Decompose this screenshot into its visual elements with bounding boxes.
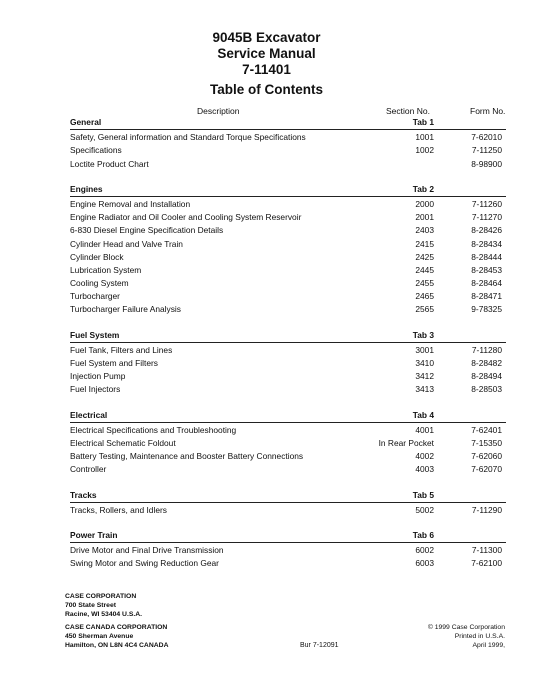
section-header <box>70 329 506 343</box>
toc-section <box>70 183 506 317</box>
row-form-number: 8-28444 <box>471 251 502 262</box>
row-description: Engine Removal and Installation <box>70 198 191 209</box>
row-form-number: 7-11300 <box>471 545 502 556</box>
toc-row <box>70 450 506 463</box>
row-section-number: 4001 <box>415 424 434 435</box>
row-section-number: 2000 <box>415 198 434 209</box>
row-description: Fuel Tank, Filters and Lines <box>70 344 173 355</box>
table-of-contents <box>70 116 506 582</box>
row-description: 6-830 Diesel Engine Specification Details <box>70 225 224 236</box>
section-header <box>70 183 506 197</box>
row-section-number: 6002 <box>415 545 434 556</box>
row-form-number: 7-11290 <box>471 504 502 515</box>
section-name: Electrical <box>70 409 108 420</box>
row-section-number: 2425 <box>415 251 434 262</box>
row-description: Swing Motor and Swing Reduction Gear <box>70 558 219 569</box>
toc-row <box>70 144 506 157</box>
row-form-number: 7-62070 <box>471 464 502 475</box>
copyright-block <box>400 623 505 650</box>
printed-in: Printed in U.S.A. <box>454 633 505 640</box>
row-description: Fuel Injectors <box>70 384 121 395</box>
row-section-number: 2415 <box>415 238 434 249</box>
row-description: Controller <box>70 464 107 475</box>
toc-row <box>70 211 506 224</box>
toc-row <box>70 251 506 264</box>
toc-row <box>70 544 506 557</box>
section-name: General <box>70 117 102 127</box>
row-form-number: 7-62060 <box>471 451 502 462</box>
section-tab: Tab 6 <box>412 529 434 540</box>
row-form-number: 7-62010 <box>471 132 502 143</box>
row-form-number: 8-28494 <box>471 371 502 382</box>
row-form-number: 8-28464 <box>471 278 502 289</box>
row-section-number: 3413 <box>415 384 434 395</box>
row-form-number: 8-28482 <box>471 358 502 368</box>
section-name: Power Train <box>70 529 118 540</box>
row-form-number: 7-62401 <box>471 424 502 435</box>
column-header-section: Section No. <box>386 106 430 116</box>
toc-row <box>70 463 506 476</box>
row-description: Safety, General information and Standard Torque Specifications <box>70 132 306 143</box>
row-description: Tracks, Rollers, and Idlers <box>70 504 167 515</box>
row-form-number: 8-28453 <box>471 264 502 275</box>
section-name: Fuel System <box>70 329 120 340</box>
row-form-number: 8-28471 <box>471 291 502 302</box>
row-form-number: 8-28503 <box>471 384 502 395</box>
row-section-number: 2565 <box>415 304 434 315</box>
row-section-number: 1002 <box>415 145 434 156</box>
row-form-number: 7-11280 <box>471 344 502 355</box>
toc-row <box>70 504 506 517</box>
row-section-number: 5002 <box>415 504 434 515</box>
case-corporation-address <box>65 592 142 619</box>
row-section-number: 4002 <box>415 451 434 462</box>
section-tab: Tab 3 <box>412 329 434 340</box>
row-form-number: 7-11250 <box>471 145 502 156</box>
section-name: Tracks <box>70 489 97 500</box>
toc-row <box>70 264 506 277</box>
toc-row <box>70 370 506 383</box>
toc-row <box>70 437 506 450</box>
toc-row <box>70 303 506 316</box>
corp-name: CASE CANADA CORPORATION <box>65 624 168 631</box>
row-form-number: 7-62100 <box>471 558 502 569</box>
toc-section <box>70 489 506 517</box>
manual-subtitle: Service Manual <box>217 46 316 61</box>
row-description: Electrical Specifications and Troubleshooting <box>70 424 237 435</box>
toc-row <box>70 158 506 171</box>
section-tab: Tab 2 <box>412 183 434 194</box>
toc-row <box>70 557 506 570</box>
row-form-number: 8-28426 <box>471 225 502 236</box>
row-description: Cylinder Head and Valve Train <box>70 238 183 249</box>
row-section-number: 1001 <box>415 132 434 143</box>
corp-street: 450 Sherman Avenue <box>65 633 134 640</box>
row-form-number: 7-11270 <box>471 212 502 223</box>
corp-city: Hamilton, ON L8N 4C4 CANADA <box>65 642 169 649</box>
toc-row <box>70 424 506 437</box>
section-header <box>70 116 506 130</box>
row-section-number: 3001 <box>415 344 434 355</box>
copyright: © 1999 Case Corporation <box>427 624 505 631</box>
corp-city: Racine, WI 53404 U.S.A. <box>65 611 143 618</box>
row-section-number: 2445 <box>415 264 434 275</box>
row-section-number: 2403 <box>415 225 434 236</box>
row-section-number: 2465 <box>415 291 434 302</box>
column-header-form: Form No. <box>470 106 506 116</box>
row-section-number: 3412 <box>415 371 434 382</box>
toc-row <box>70 131 506 144</box>
corp-street: 700 State Street <box>65 602 117 609</box>
row-description: Electrical Schematic Foldout <box>70 437 176 448</box>
row-form-number: 9-78325 <box>471 304 502 315</box>
bur-number: Bur 7-12091 <box>300 642 339 649</box>
row-section-number: 3410 <box>415 358 434 368</box>
row-description: Engine Radiator and Oil Cooler and Cooling System Reservoir <box>70 212 302 223</box>
row-form-number: 7-11260 <box>471 198 502 209</box>
row-description: Lubrication System <box>70 264 142 275</box>
row-section-number: 6003 <box>415 558 434 569</box>
toc-row <box>70 198 506 211</box>
row-description: Turbocharger Failure Analysis <box>70 304 181 315</box>
print-date: April 1999, <box>472 642 505 649</box>
section-tab: Tab 5 <box>412 489 434 500</box>
corp-name: CASE CORPORATION <box>65 593 137 600</box>
row-form-number: 8-98900 <box>471 158 502 169</box>
row-form-number: 8-28434 <box>471 238 502 249</box>
row-description: Fuel System and Filters <box>70 358 158 368</box>
toc-section <box>70 116 506 171</box>
toc-heading: Table of Contents <box>210 82 323 97</box>
row-section-number: 2001 <box>415 212 434 223</box>
section-tab: Tab 1 <box>412 117 434 127</box>
section-header <box>70 489 506 503</box>
manual-number: 7-11401 <box>242 62 291 77</box>
row-section-number: 4003 <box>415 464 434 475</box>
row-description: Injection Pump <box>70 371 126 382</box>
section-header <box>70 409 506 423</box>
row-description: Loctite Product Chart <box>70 158 149 169</box>
toc-row <box>70 238 506 251</box>
manual-title: 9045B Excavator <box>212 30 321 45</box>
toc-section <box>70 329 506 397</box>
row-form-number: 7-15350 <box>471 437 502 448</box>
row-description: Cooling System <box>70 278 129 289</box>
section-name: Engines <box>70 183 103 194</box>
case-canada-address <box>65 623 168 650</box>
row-section-number: 2455 <box>415 278 434 289</box>
toc-row <box>70 290 506 303</box>
row-description: Drive Motor and Final Drive Transmission <box>70 545 224 556</box>
toc-row <box>70 224 506 237</box>
section-tab: Tab 4 <box>412 409 434 420</box>
toc-row <box>70 383 506 396</box>
row-section-number: In Rear Pocket <box>378 437 434 448</box>
row-description: Specifications <box>70 145 122 156</box>
row-description: Turbocharger <box>70 291 120 302</box>
column-header-description: Description <box>197 106 240 116</box>
toc-row <box>70 357 506 370</box>
toc-row <box>70 344 506 357</box>
row-description: Battery Testing, Maintenance and Booster Battery Connections <box>70 451 304 462</box>
section-header <box>70 529 506 543</box>
toc-row <box>70 277 506 290</box>
toc-section <box>70 409 506 477</box>
toc-section <box>70 529 506 571</box>
row-description: Cylinder Block <box>70 251 124 262</box>
